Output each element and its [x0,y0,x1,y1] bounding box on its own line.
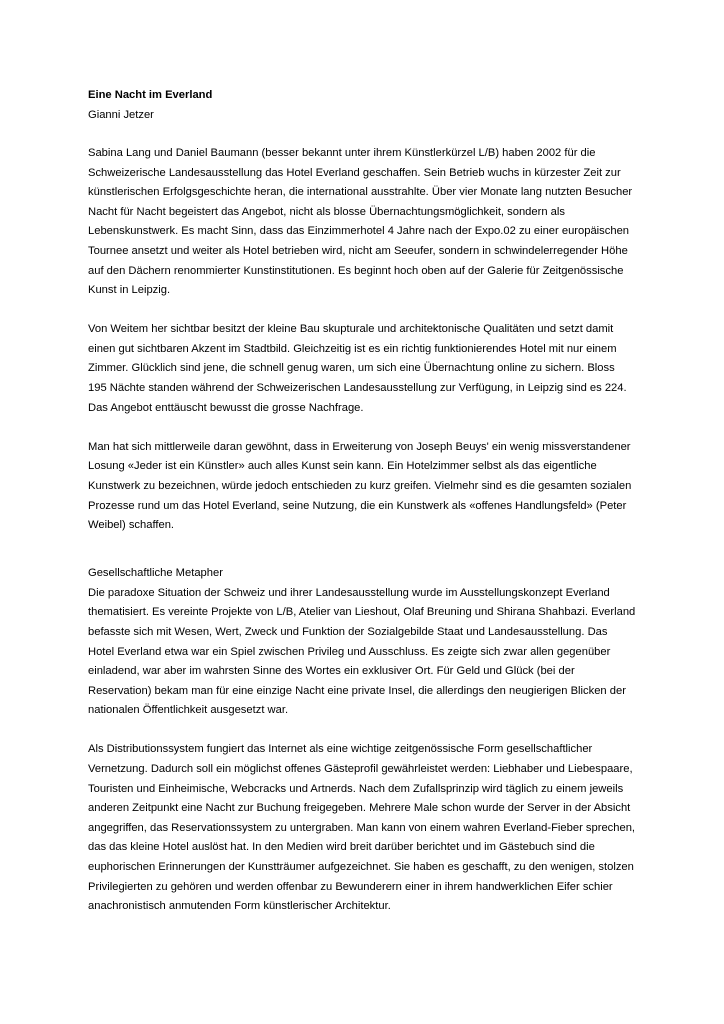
body-paragraph-2: Von Weitem her sichtbar besitzt der kleine Bau skupturale und architektonische Qualitäten und setzt damit einen gut sichtbaren Akzent im Stadtbild. Gleichzeitig ist es ein richtig funktionierendes Hotel mit nur einem Zimmer. Glücklich sind jene, die schnell genug waren, um sich eine Übernachtung online zu sichern. Bloss 195 Nächte standen während der Schweizerischen Landesausstellung zur Verfügung, in Leipzig sind es 224. Das Angebot enttäuscht bewusst die grosse Nachfrage. [88,323,627,414]
section-heading: Gesellschaftliche Metapher [88,567,223,580]
section-paragraph-2: Als Distributionssystem fungiert das Internet als eine wichtige zeitgenössische Form gesellschaftlicher Vernetzung. Dadurch soll ein möglichst offenes Gästeprofil gewährleistet werden: Liebhaber und Liebespaare, Touristen und Einheimische, Webcracks und Artnerds. Nach dem Zufallsprinzip wird täglich zu einem jeweils anderen Zeitpunkt eine Nacht zur Buchung freigegeben. Mehrere Male schon wurde der Server in der Absicht angegriffen, das Reservationssystem zu untergraben. Man kann von einem wahren Everland-Fieber sprechen, das das kleine Hotel auslöst hat. In den Medien wird breit darüber berichtet und im Gästebuch sind die euphorischen Erinnerungen der Kunstträumer aufgezeichnet. Sie haben es geschafft, zu den wenigen, stolzen Privilegierten zu gehören und werden offenbar zu Bewunderern einer in ihrem handwerklichen Eifer schier anachronistisch anmutenden Form künstlerischer Architektur. [88,743,636,913]
section-spacer [88,555,636,564]
section-paragraph-1: Die paradoxe Situation der Schweiz und ihrer Landesausstellung wurde im Ausstellungskonzept Everland thematisiert. Es vereinte Projekte von L/B, Atelier van Lieshout, Olaf Breuning und Shirana Shahbazi. Everland befasste sich mit Wesen, Wert, Zweck und Funktion der Sozialgebilde Staat und Landesausstellung. Das Hotel Everland etwa war ein Spiel zwischen Privileg und Ausschluss. Es zeigte sich zwar allen gegenüber einladend, war aber im wahrsten Sinne des Wortes ein exklusiver Ort. Für Geld und Glück (bei der Reservation) bekam man für eine einzige Nacht eine private Insel, die allerdings den neugierigen Blicken der nationalen Öffentlichkeit ausgesetzt war. [88,586,636,717]
page-title: Eine Nacht im Everland [88,89,213,101]
document-author: Gianni Jetzer [88,108,154,121]
body-paragraph-1: Sabina Lang und Daniel Baumann (besser bekannt unter ihrem Künstlerkürzel L/B) haben 2002 für die Schweizerische Landesausstellung das Hotel Everland geschaffen. Sein Betrieb wuchs in kürzester Zeit zur künstlerischen Erfolgsgeschichte heran, die international ausstrahlte. Über vier Monate lang nutzten Besucher Nacht für Nacht begeistert das Angebot, nicht als blosse Übernachtungsmöglichkeit, sondern als Lebenskunstwerk. Es macht Sinn, dass das Einzimmerhotel 4 Jahre nach der Expo.02 zu einer europäischen Tournee ansetzt und weiter als Hotel betrieben wird, nicht am Seeufer, sondern in schwindelerregender Höhe auf den Dächern renommierter Kunstinstitutionen. Es beginnt hoch oben auf der Galerie für Zeitgenössische Kunst in Leipzig. [88,147,633,297]
body-paragraph-3: Man hat sich mittlerweile daran gewöhnt, dass in Erweiterung von Joseph Beuys' ein wenig missverstandener Losung «Jeder ist ein Künstler» auch alles Kunst sein kann. Ein Hotelzimmer selbst als das eigentliche Kunstwerk zu bezeichnen, würde jedoch entschieden zu kurz greifen. Vielmehr sind es die gesamten sozialen Prozesse rund um das Hotel Everland, seine Nutzung, die ein Kunstwerk als «offenes Handlungsfeld» (Peter Weibel) schaffen. [88,440,632,532]
